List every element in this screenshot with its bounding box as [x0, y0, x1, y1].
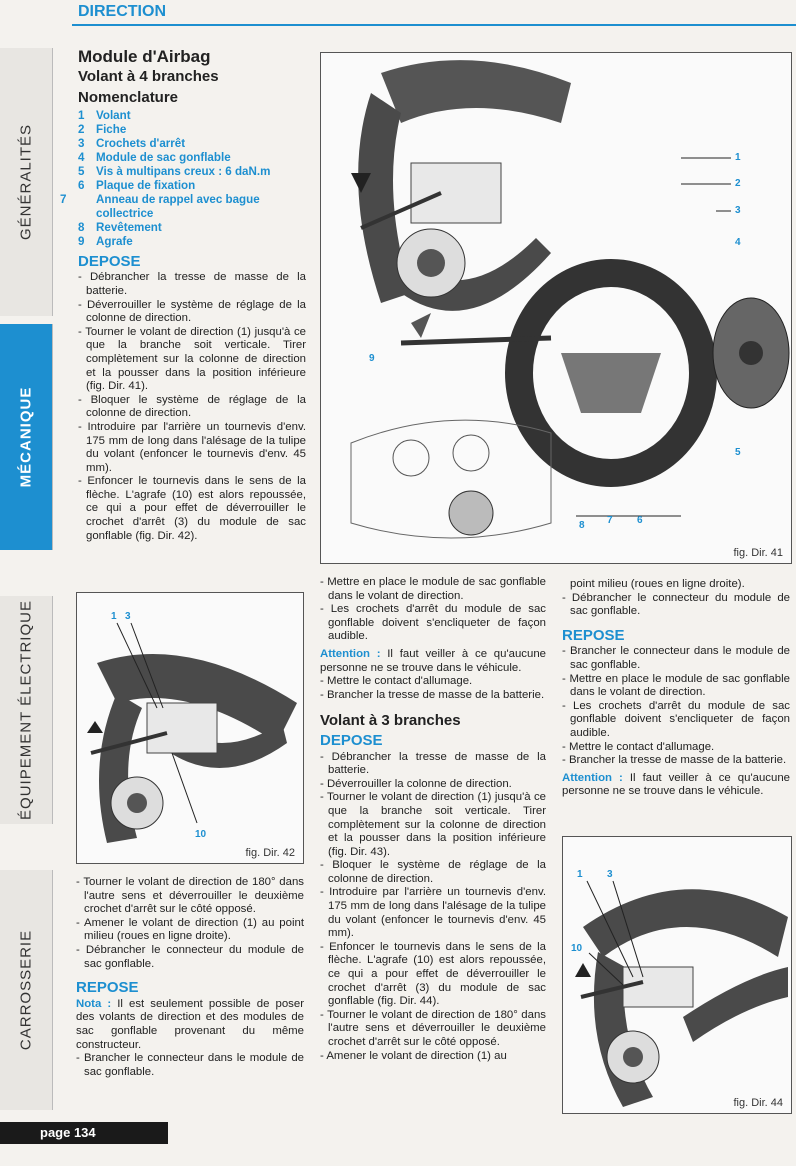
paragraph: - Débrancher la tresse de masse de la batterie. [78, 271, 306, 297]
list-item: 6 Plaque de fixation [78, 178, 196, 192]
callout-3: 3 [735, 205, 741, 216]
list-item: 3 Crochets d'arrêt [78, 136, 186, 150]
paragraph: - Tourner le volant de direction de 180° dans l'autre sens et déverrouiller le deuxième crochet d'arrêt sur le côté opposé. [320, 1008, 546, 1048]
article-title: Module d'Airbag [78, 47, 211, 66]
footer-bar [0, 1122, 168, 1144]
subtitle-4-branches: Volant à 4 branches [78, 67, 219, 85]
section-title: DIRECTION [78, 3, 166, 20]
paragraph: - Tourner le volant de direction (1) jusqu'à ce que la branche soit verticale. Tirer complètement sur la colonne de direction et la pousser dans la position inférieure (fig. Dir. 41). [78, 325, 306, 393]
figure-caption: fig. Dir. 42 [245, 847, 295, 859]
tab-equipement-electrique[interactable] [0, 596, 53, 824]
callout-5: 5 [735, 447, 741, 458]
tab-carrosserie-label: CARROSSERIE [17, 929, 35, 1051]
attention-paragraph [320, 648, 546, 675]
attention-text: Il faut veiller à ce qu'aucune personne ne se trouve dans le véhicule. [562, 771, 790, 798]
tab-generalites[interactable] [0, 48, 53, 316]
steering-wheel-screwdriver-illustration [77, 593, 303, 863]
paragraph: - Débrancher le connecteur du module de sac gonflable. [562, 591, 790, 618]
paragraph: - Déverrouiller la colonne de direction. [320, 777, 512, 790]
paragraph: - Introduire par l'arrière un tournevis d'env. 175 mm de long dans l'alésage de la tulipe du volant (enfoncer le tournevis d'env. 45 mm). [320, 886, 546, 940]
repose-title: REPOSE [76, 979, 139, 997]
paragraph: - Mettre en place le module de sac gonflable dans le volant de direction. [562, 672, 790, 699]
figure-44 [562, 836, 792, 1114]
paragraph: - Amener le volant de direction (1) au point milieu (roues en ligne droite). [76, 916, 304, 943]
page-number: page 134 [40, 1125, 96, 1140]
callout-3: 3 [607, 869, 613, 880]
header-bar [0, 0, 796, 26]
list-item: 4 Module de sac gonflable [78, 150, 231, 164]
callout-10: 10 [571, 943, 583, 954]
callout-10: 10 [195, 829, 207, 840]
paragraph: - Déverrouiller le système de réglage de la colonne de direction. [78, 298, 306, 325]
paragraph: - Enfoncer le tournevis dans le sens de la flèche. L'agrafe (10) est alors repoussée, ce qui a pour effet de déverrouiller le crochet d'arrêt (3) du module de sac gonflable (fig. Dir. 42). [78, 475, 306, 542]
steering-wheel-exploded-illustration [321, 53, 791, 563]
paragraph: - Tourner le volant de direction (1) jusqu'à ce que la branche soit verticale. Tirer complètement sur la colonne de direction et la pousser dans la position inférieure (fig. Dir. 43). [320, 791, 546, 858]
list-item: 2 Fiche [78, 122, 127, 136]
paragraph: - Mettre en place le module de sac gonflable dans le volant de direction. [320, 576, 546, 602]
three-spoke-wheel-illustration [563, 837, 791, 1113]
paragraph: point milieu (roues en ligne droite). [570, 578, 745, 590]
paragraph: - Bloquer le système de réglage de la colonne de direction. [320, 859, 546, 885]
callout-1: 1 [111, 611, 117, 622]
subtitle-3-branches: Volant à 3 branches [320, 712, 461, 730]
callout-6: 6 [637, 515, 643, 526]
tab-generalites-label: GÉNÉRALITÉS [17, 123, 35, 241]
footer [0, 1118, 796, 1166]
tab-mecanique[interactable] [0, 324, 53, 550]
depose-title-2: DEPOSE [320, 731, 383, 749]
note-paragraph [76, 998, 304, 1052]
list-item: 8 Revêtement [78, 220, 162, 234]
figure-42 [76, 592, 304, 864]
paragraph: - Introduire par l'arrière un tournevis d'env. 175 mm de long dans l'alésage de la tulipe du volant (enfoncer le tournevis d'env. 45 mm). [78, 420, 306, 474]
column-1-bottom [76, 876, 304, 1079]
list-item: 7 Anneau de rappel avec bague collectrice [60, 192, 260, 220]
paragraph: - Brancher le connecteur dans le module de sac gonflable. [562, 645, 790, 671]
note-text: Il est seulement possible de poser des volants de direction et des modules de sac gonflable provenant du même constructeur. [76, 997, 304, 1051]
tab-carrosserie[interactable] [0, 870, 53, 1110]
paragraph: - Mettre le contact d'allumage. [562, 740, 715, 753]
paragraph: - Enfoncer le tournevis dans le sens de la flèche. L'agrafe (10) est alors repoussée, ce qui a pour effet de déverrouiller le crochet d'arrêt (3) du module de sac gonflable (fig. Dir. 44). [320, 940, 546, 1008]
callout-4: 4 [735, 237, 741, 248]
paragraph: - Tourner le volant de direction de 180° dans l'autre sens et déverrouiller le deuxième crochet d'arrêt sur le côté opposé. [76, 876, 304, 916]
tab-mecanique-label: MÉCANIQUE [17, 386, 35, 488]
attention-paragraph [562, 772, 790, 799]
nomenclature-list [60, 108, 306, 249]
callout-1: 1 [577, 869, 583, 880]
paragraph: - Les crochets d'arrêt du module de sac gonflable doivent s'encliqueter de façon audible. [320, 603, 546, 643]
callout-1: 1 [735, 152, 741, 163]
callout-8: 8 [579, 520, 585, 531]
column-3 [562, 578, 790, 799]
note-label: Nota : [76, 997, 112, 1010]
paragraph: - Mettre le contact d'allumage. [320, 675, 473, 688]
paragraph: - Brancher la tresse de masse de la batterie. [320, 688, 545, 701]
attention-label: Attention : [562, 771, 623, 784]
paragraph: - Débrancher le connecteur du module de sac gonflable. [76, 943, 304, 970]
figure-41 [320, 52, 792, 564]
callout-7: 7 [607, 515, 613, 526]
column-1-top [60, 47, 306, 543]
column-2 [320, 576, 546, 1063]
attention-text: Il faut veiller à ce qu'aucune personne ne se trouve dans le véhicule. [320, 647, 546, 674]
nomenclature-title: Nomenclature [78, 89, 179, 107]
paragraph: - Brancher la tresse de masse de la batterie. [562, 754, 787, 767]
list-item: 5 Vis à multipans creux : 6 daN.m [78, 164, 271, 178]
repose-title-2: REPOSE [562, 626, 625, 644]
paragraph: - Brancher le connecteur dans le module de sac gonflable. [76, 1052, 304, 1078]
callout-9: 9 [369, 353, 375, 364]
callout-2: 2 [735, 178, 741, 189]
paragraph: - Débrancher la tresse de masse de la batterie. [320, 750, 546, 777]
depose-title: DEPOSE [78, 252, 141, 270]
paragraph: - Bloquer le système de réglage de la colonne de direction. [78, 393, 306, 420]
list-item: 1 Volant [78, 108, 131, 122]
attention-label: Attention : [320, 647, 381, 660]
figure-caption: fig. Dir. 41 [733, 547, 783, 559]
list-item: 9 Agrafe [78, 234, 133, 248]
paragraph: - Les crochets d'arrêt du module de sac gonflable doivent s'encliqueter de façon audible. [562, 699, 790, 739]
paragraph: - Amener le volant de direction (1) au [320, 1049, 507, 1062]
header-rule [72, 24, 796, 26]
figure-caption: fig. Dir. 44 [733, 1097, 783, 1109]
tab-equipement-label: ÉQUIPEMENT ÉLECTRIQUE [17, 600, 35, 820]
callout-3: 3 [125, 611, 131, 622]
